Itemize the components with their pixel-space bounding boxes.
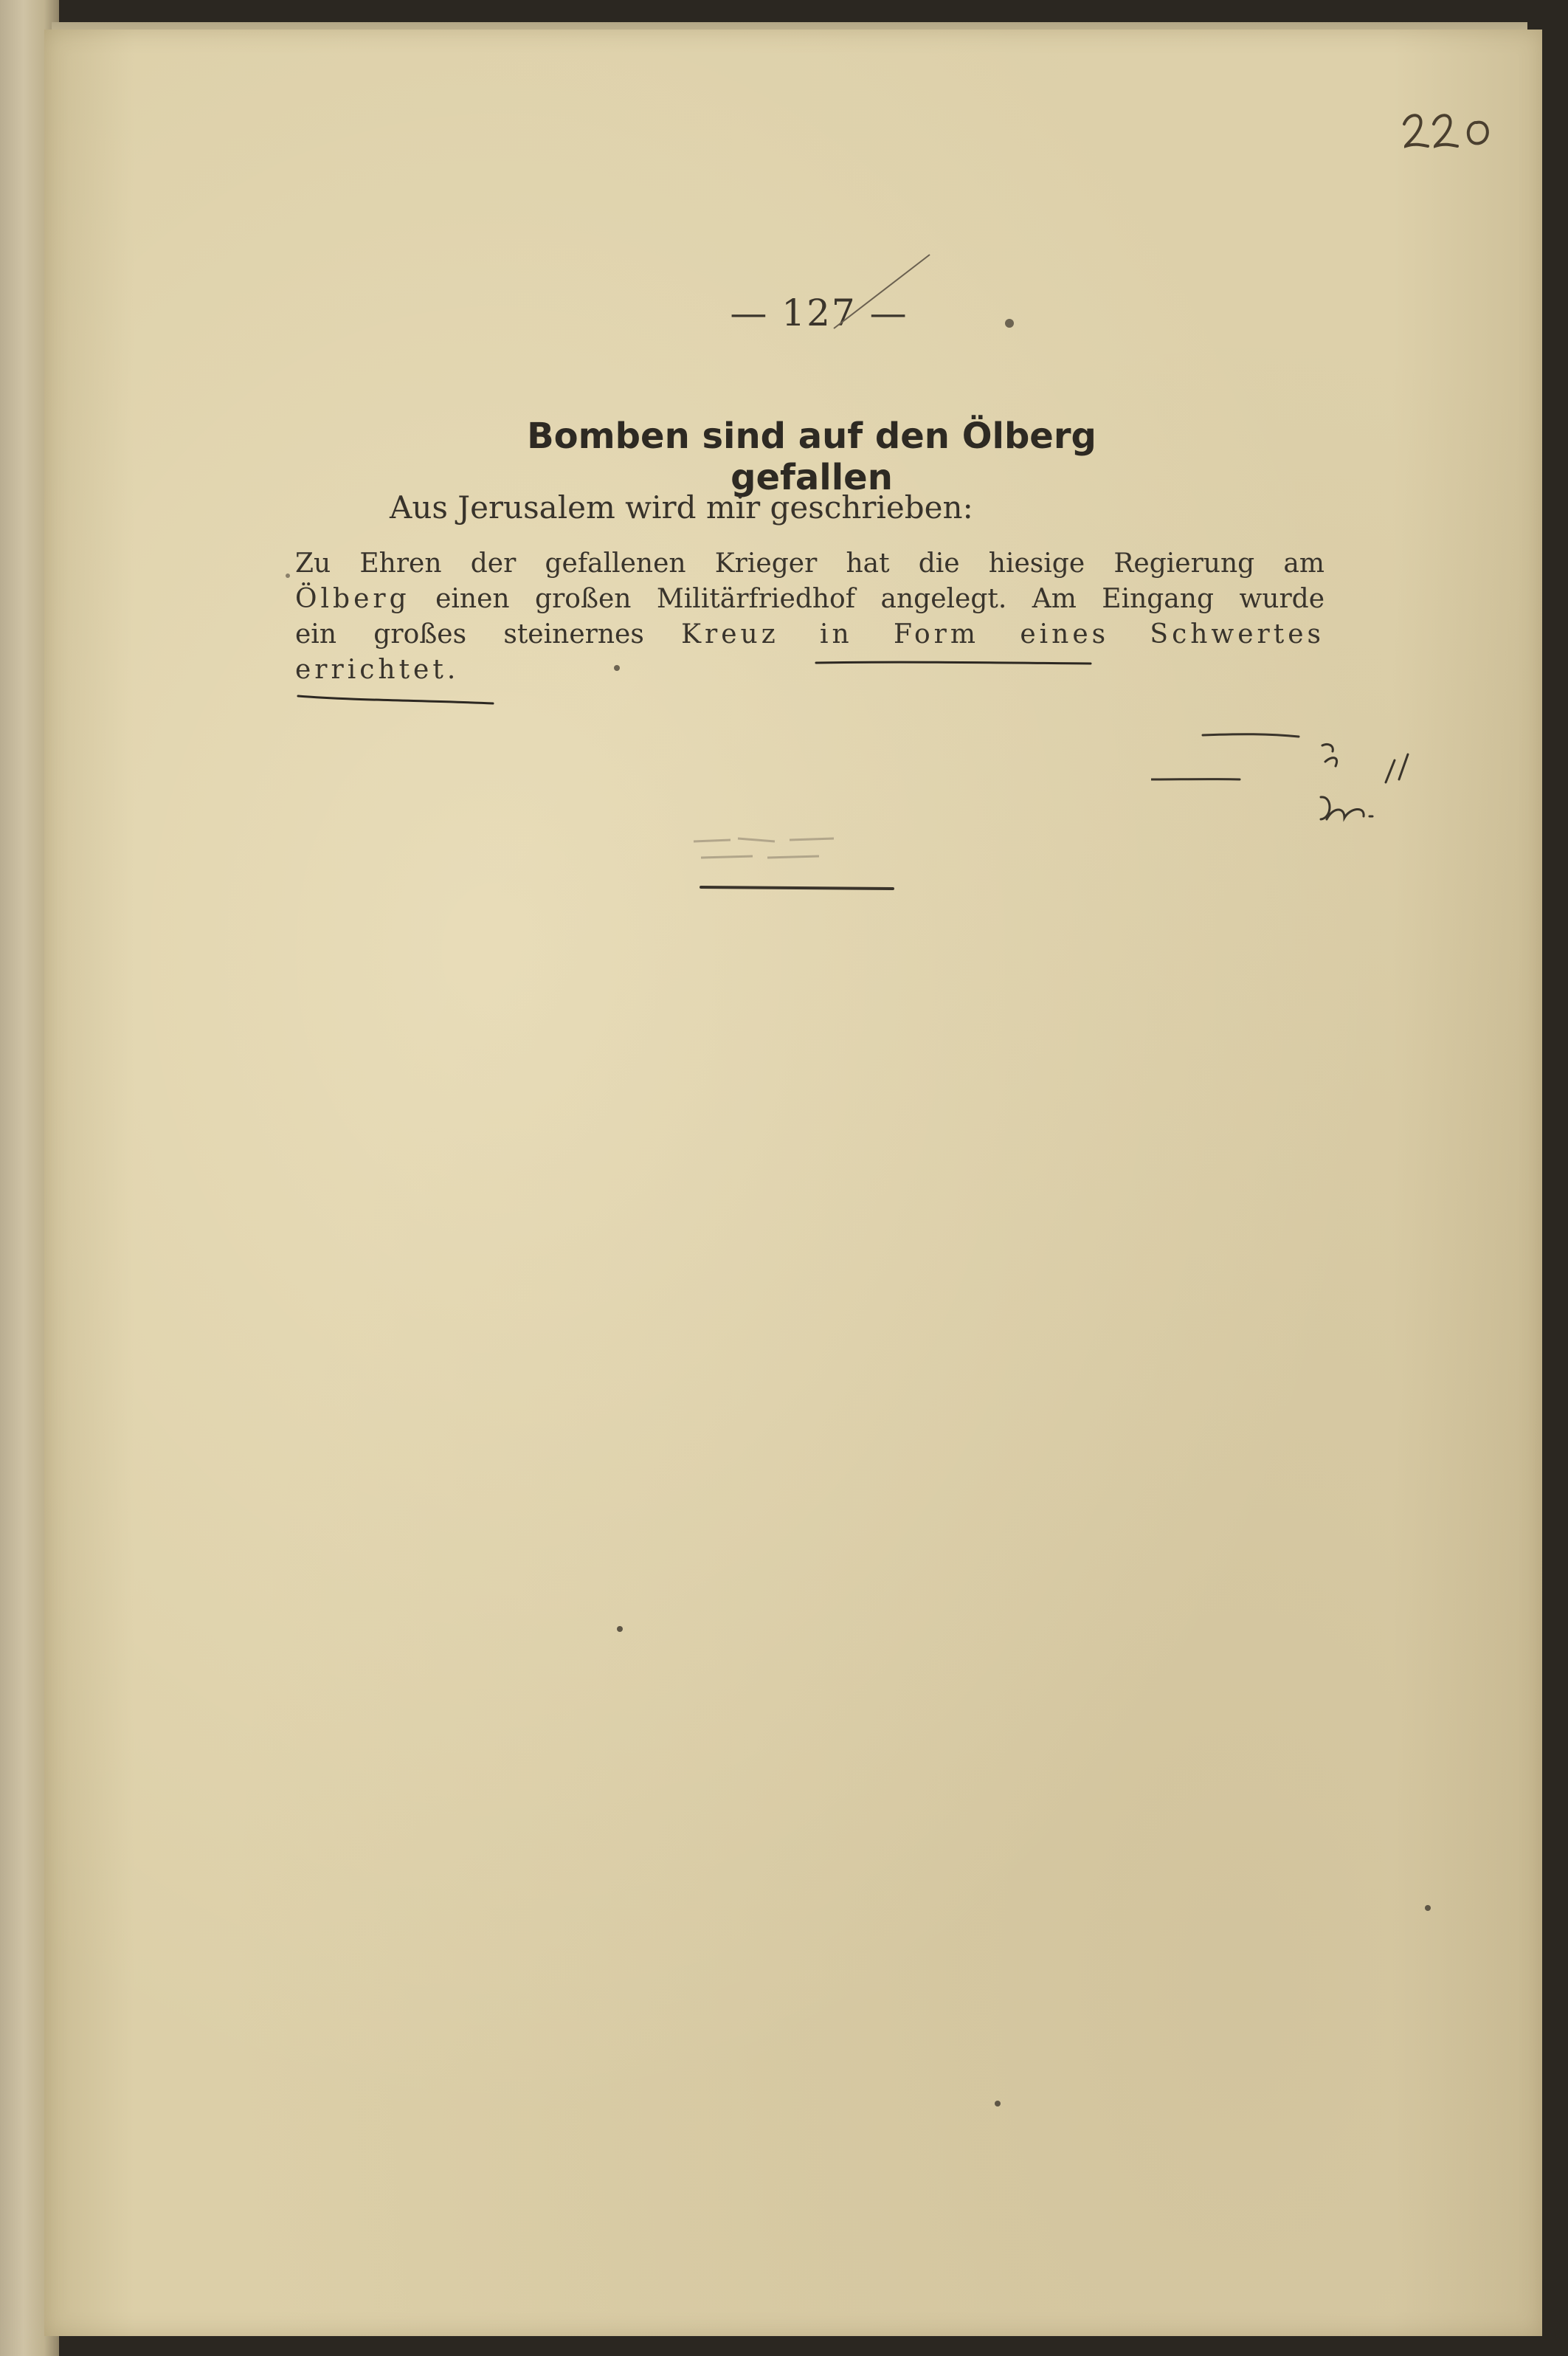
- page-number: — 127 —: [730, 292, 908, 334]
- handwritten-archive-number: [1398, 103, 1502, 155]
- article-intro: Aus Jerusalem wird mir geschrieben:: [390, 489, 973, 526]
- paragraph-line-3-start: ein großes steinernes: [295, 619, 644, 650]
- spaced-word-oelberg: Ölberg: [295, 584, 410, 614]
- paragraph-line-3: [295, 617, 1324, 652]
- paragraph-line-2-rest: einen großen Militärfriedhof angelegt. Am Eingang wurde: [435, 584, 1325, 614]
- article-paragraph: [295, 546, 1324, 694]
- ink-underline-errichtet: [295, 690, 502, 712]
- paragraph-line-4: errichtet.: [295, 655, 460, 685]
- document-page: [44, 30, 1542, 2336]
- pencil-stroke: [826, 247, 937, 336]
- paragraph-line-2: [295, 582, 1324, 617]
- paragraph-line-1: Zu Ehren der gefallenen Krieger hat die hiesige Regierung am: [295, 548, 1324, 579]
- ink-underline-form-eines: [812, 650, 1107, 672]
- article-headline: Bomben sind auf den Ölberg gefallen: [527, 416, 1096, 498]
- handwritten-margin-marks: [1151, 709, 1446, 856]
- spaced-phrase-kreuz: Kreuz in Form eines Schwertes: [681, 619, 1324, 650]
- faded-stamp-mark: [664, 819, 915, 915]
